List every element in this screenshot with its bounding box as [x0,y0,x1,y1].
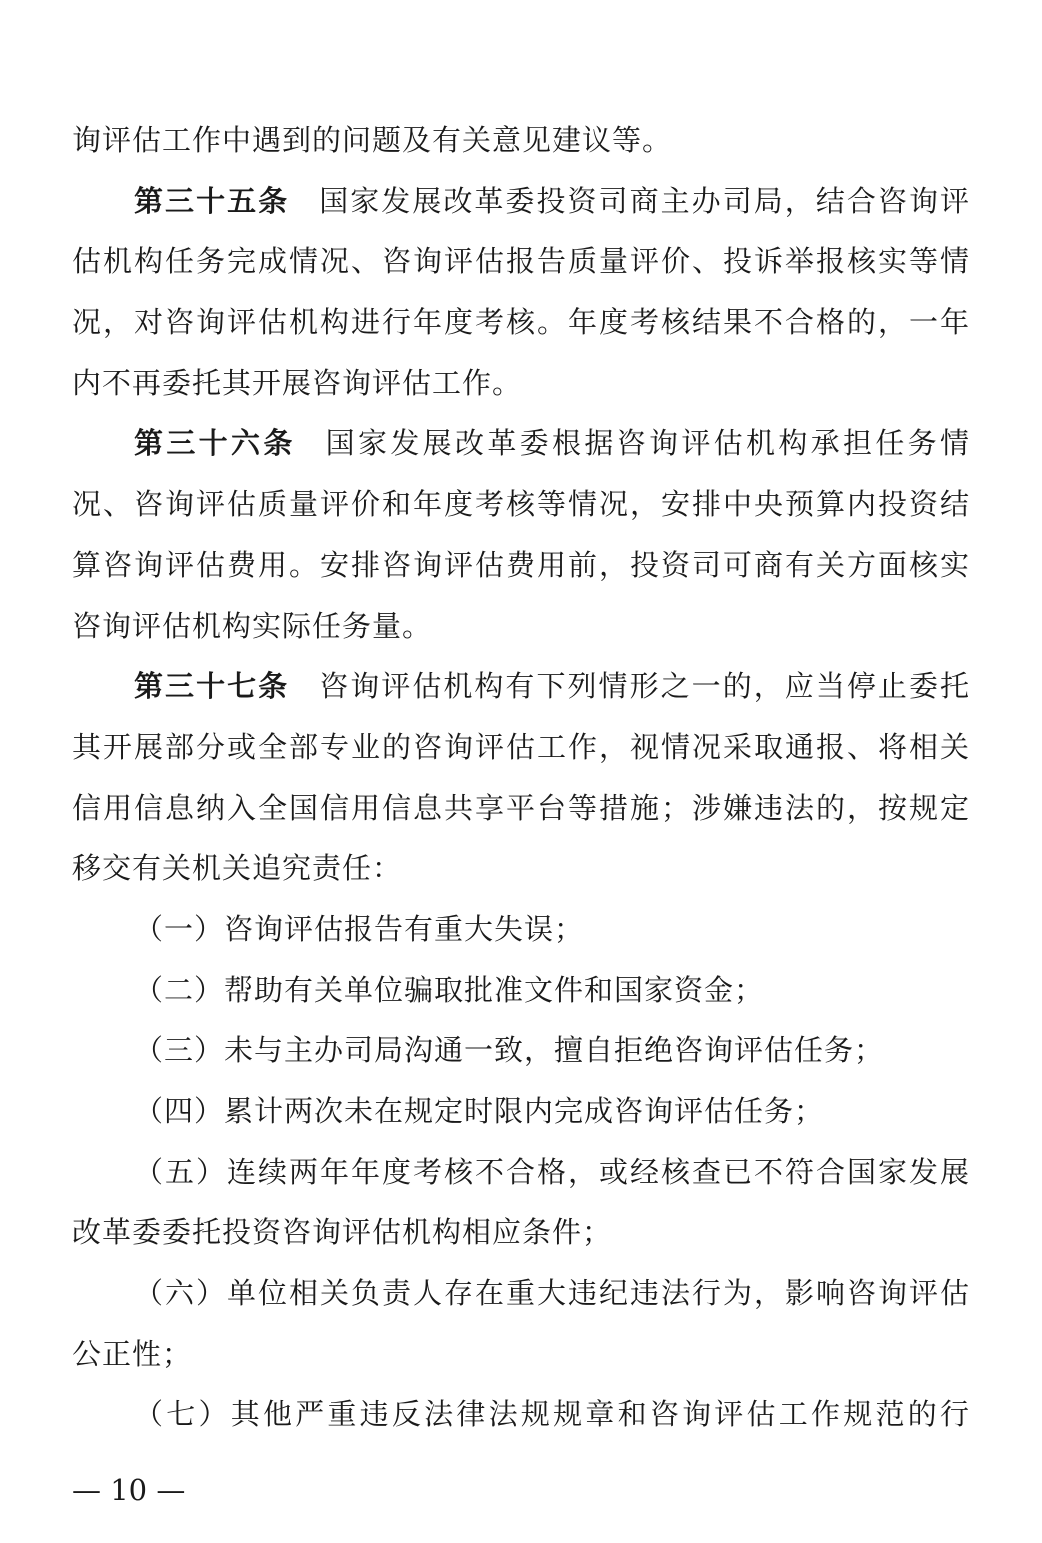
article-heading: 第三十六条 [134,426,296,461]
line-text: 国家发展改革委投资司商主办司局，结合咨询评 [319,183,970,218]
text-line [72,596,970,657]
paragraph [72,656,970,899]
paragraph [72,960,970,1021]
paragraph [72,1384,970,1445]
text-line [72,1142,970,1203]
text-line [72,292,970,353]
paragraph [72,413,970,656]
paragraph [72,1020,970,1081]
line-text: （二）帮助有关单位骗取批准文件和国家资金； [134,972,765,1007]
line-text: 改革委委托投资咨询评估机构相应条件； [72,1215,613,1250]
text-line [72,1324,970,1385]
line-text: 询评估工作中遇到的问题及有关意见建议等。 [72,123,673,157]
line-text: 公正性； [72,1336,193,1371]
line-text: （四）累计两次未在规定时限内完成咨询评估任务； [134,1094,825,1128]
paragraph [72,1263,970,1384]
text-line [72,474,970,535]
paragraph [72,1081,970,1142]
text-line [72,413,970,474]
line-text: （七）其他严重违反法律法规规章和咨询评估工作规范的行 [134,1397,970,1432]
line-text: （三）未与主办司局沟通一致，擅自拒绝咨询评估任务； [134,1033,885,1068]
line-text: （六）单位相关负责人存在重大违纪违法行为，影响咨询评估 [134,1276,970,1311]
text-line [72,1081,970,1142]
article-heading: 第三十五条 [134,183,290,218]
text-line [72,838,970,899]
line-text: 内不再委托其开展咨询评估工作。 [72,365,523,400]
text-line [72,778,970,839]
line-text: （五）连续两年年度考核不合格，或经核查已不符合国家发展 [134,1154,970,1189]
line-text: 咨询评估机构有下列情形之一的，应当停止委托 [319,669,970,704]
text-line [72,717,970,778]
text-line [72,353,970,414]
line-text: 算咨询评估费用。安排咨询评估费用前，投资司可商有关方面核实 [72,547,970,582]
text-line [72,899,970,960]
text-line [72,535,970,596]
paragraph [72,171,970,414]
line-text: 信用信息纳入全国信用信息共享平台等措施；涉嫌违法的，按规定 [72,790,970,825]
line-text: （一）咨询评估报告有重大失误； [134,911,585,946]
line-text: 况，对咨询评估机构进行年度考核。年度考核结果不合格的，一年 [72,305,970,340]
document-body [72,110,970,1445]
paragraph [72,110,970,171]
text-line [72,1263,970,1324]
line-text: 咨询评估机构实际任务量。 [72,608,433,643]
text-line [72,1202,970,1263]
text-line [72,231,970,292]
article-heading: 第三十七条 [134,669,290,704]
line-text: 移交有关机关追究责任： [72,851,403,886]
text-line [72,1020,970,1081]
paragraph [72,899,970,960]
line-text: 况、咨询评估质量评价和年度考核等情况，安排中央预算内投资结 [72,487,970,522]
text-line [72,656,970,717]
paragraph [72,1142,970,1263]
line-text: 估机构任务完成情况、咨询评估报告质量评价、投诉举报核实等情 [72,244,970,279]
text-line [72,171,970,232]
line-text: 其开展部分或全部专业的咨询评估工作，视情况采取通报、将相关 [72,729,970,764]
page-number: — 10 — [72,1473,186,1507]
line-text: 国家发展改革委根据咨询评估机构承担任务情 [325,426,970,461]
text-line [72,110,970,171]
text-line [72,960,970,1021]
text-line [72,1384,970,1445]
